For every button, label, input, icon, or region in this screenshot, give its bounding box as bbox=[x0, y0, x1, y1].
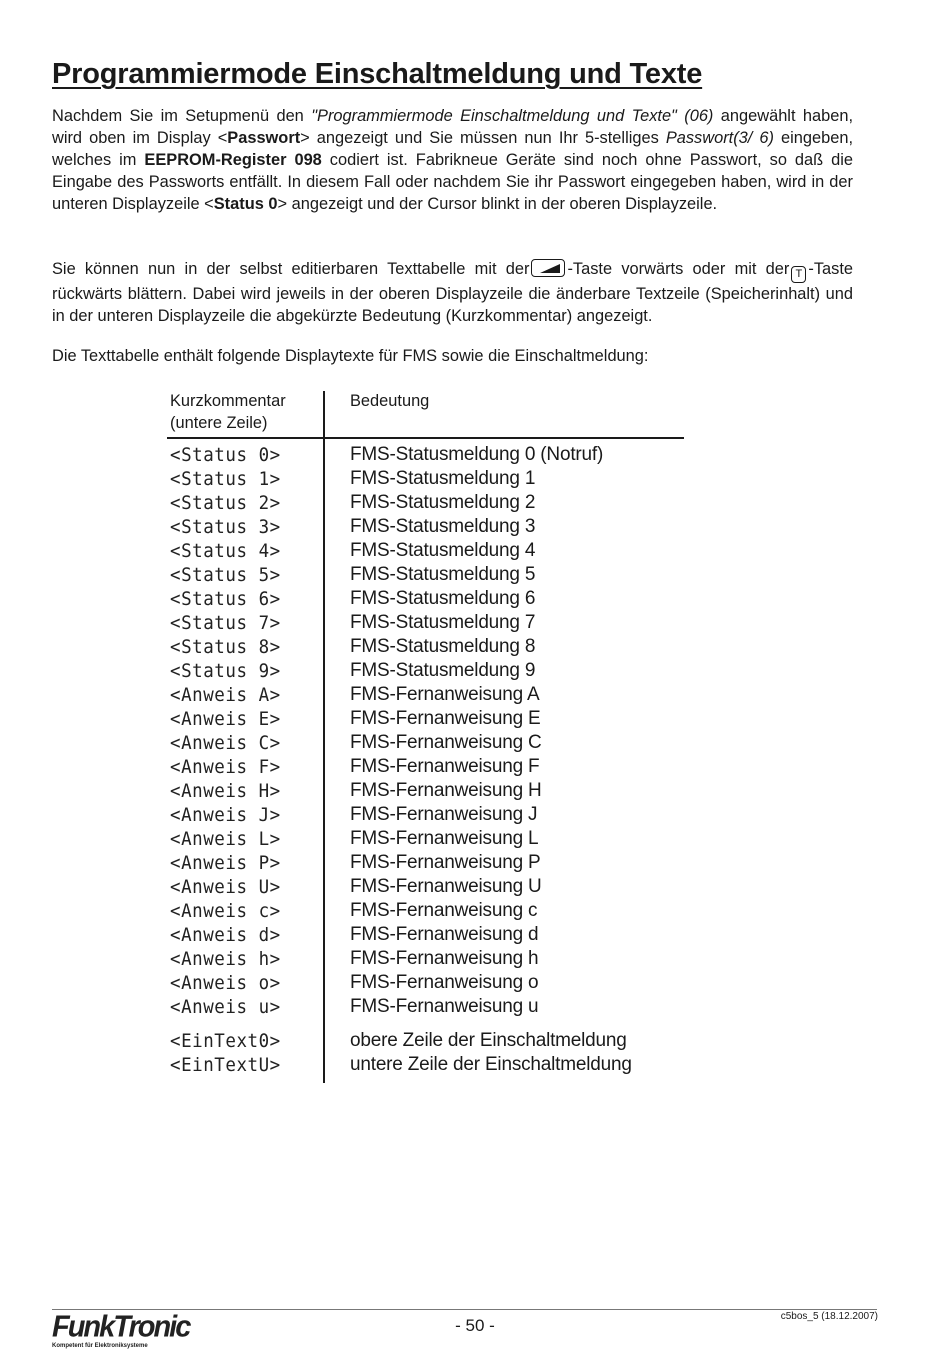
forward-key-icon bbox=[531, 259, 565, 277]
table-header-short-comment: Kurzkommentar (untere Zeile) bbox=[170, 392, 286, 432]
table-row bbox=[170, 467, 632, 491]
table-row bbox=[170, 563, 632, 587]
document-reference: c5bos_5 (18.12.2007) bbox=[780, 1311, 878, 1322]
meaning-text: untere Zeile der Einschaltmeldung bbox=[350, 1054, 632, 1075]
page-title: Programmiermode Einschaltmeldung und Texte bbox=[52, 58, 703, 90]
table-row bbox=[170, 875, 632, 899]
table-row bbox=[170, 539, 632, 563]
meaning-text: FMS-Statusmeldung 1 bbox=[350, 468, 536, 489]
table-row bbox=[170, 611, 632, 635]
meaning-text: FMS-Statusmeldung 6 bbox=[350, 588, 536, 609]
display-code: <Anweis c> bbox=[170, 900, 281, 922]
table-row bbox=[170, 683, 632, 707]
meaning-text: FMS-Statusmeldung 9 bbox=[350, 660, 536, 681]
display-code: <Anweis h> bbox=[170, 948, 281, 970]
meaning-text: FMS-Fernanweisung C bbox=[350, 732, 542, 753]
t-key-icon: T bbox=[791, 266, 806, 283]
display-code: <Anweis u> bbox=[170, 996, 281, 1018]
meaning-text: obere Zeile der Einschaltmeldung bbox=[350, 1030, 627, 1051]
meaning-text: FMS-Statusmeldung 4 bbox=[350, 540, 536, 561]
display-code: <Anweis E> bbox=[170, 708, 281, 730]
meaning-text: FMS-Statusmeldung 3 bbox=[350, 516, 536, 537]
table-row bbox=[170, 491, 632, 515]
table-row bbox=[170, 923, 632, 947]
display-code: <Status 3> bbox=[170, 516, 281, 538]
display-code: <Anweis C> bbox=[170, 732, 281, 754]
meaning-text: FMS-Fernanweisung H bbox=[350, 780, 542, 801]
table-row bbox=[170, 755, 632, 779]
table-row bbox=[170, 827, 632, 851]
table-row bbox=[170, 899, 632, 923]
table-row bbox=[170, 515, 632, 539]
page-number: - 50 - bbox=[455, 1316, 495, 1335]
display-code: <Anweis H> bbox=[170, 780, 281, 802]
display-code: <Anweis o> bbox=[170, 972, 281, 994]
display-code: <Status 7> bbox=[170, 612, 281, 634]
meaning-text: FMS-Fernanweisung J bbox=[350, 804, 538, 825]
display-code: <Anweis F> bbox=[170, 756, 281, 778]
display-code: <Anweis P> bbox=[170, 852, 281, 874]
table-row bbox=[170, 1029, 632, 1053]
meaning-text: FMS-Fernanweisung A bbox=[350, 684, 540, 705]
meaning-text: FMS-Statusmeldung 2 bbox=[350, 492, 536, 513]
meaning-text: FMS-Statusmeldung 8 bbox=[350, 636, 536, 657]
table-row bbox=[170, 707, 632, 731]
meaning-text: FMS-Fernanweisung c bbox=[350, 900, 538, 921]
display-code: <Status 1> bbox=[170, 468, 281, 490]
table-row bbox=[170, 731, 632, 755]
meaning-text: FMS-Fernanweisung h bbox=[350, 948, 539, 969]
display-code: <EinText0> bbox=[170, 1030, 281, 1052]
display-code: <Status 4> bbox=[170, 540, 281, 562]
table-header-meaning: Bedeutung bbox=[350, 392, 430, 410]
table-row bbox=[170, 947, 632, 971]
display-code: <Anweis A> bbox=[170, 684, 281, 706]
table-row bbox=[170, 995, 632, 1019]
intro-paragraph: Nachdem Sie im Setupmenü den "Programmiermode Einschaltmeldung und Texte" (06) angewählt haben, wird oben im Display <Passwort> angezeigt und Sie müssen nun Ihr 5-stelliges Passwort(3/ 6) eingeben, welches im EEPROM-Register 098 codiert ist. Fabrikneue Geräte sind noch ohne Passwort, so daß die Eingabe des Passworts entfällt. In diesem Fall oder nachdem Sie ihr Passwort eingegeben haben, wird in der unteren Displayzeile <Status 0> angezeigt und der Cursor blinkt in der oberen Displayzeile. bbox=[52, 107, 854, 213]
meaning-text: FMS-Fernanweisung U bbox=[350, 876, 542, 897]
display-code: <EinTextU> bbox=[170, 1054, 281, 1076]
table-row bbox=[170, 1053, 632, 1077]
meaning-text: FMS-Statusmeldung 0 (Notruf) bbox=[350, 444, 604, 465]
meaning-text: FMS-Fernanweisung P bbox=[350, 852, 541, 873]
meaning-text: FMS-Fernanweisung E bbox=[350, 708, 541, 729]
display-code: <Anweis U> bbox=[170, 876, 281, 898]
display-code: <Status 9> bbox=[170, 660, 281, 682]
navigation-paragraph: Sie können nun in der selbst editierbaren Texttabelle mit der -Taste vorwärts oder mit der T -Taste rückwärts blättern. Dabei wird jeweils in der oberen Displayzeile die änderbare Textzeile (Speicherinhalt) und in der unteren Displayzeile die abgekürzte Bedeutung (Kurzkommentar) angezeigt. bbox=[52, 260, 853, 325]
meaning-text: FMS-Fernanweisung d bbox=[350, 924, 539, 945]
text-table-body bbox=[170, 443, 632, 1077]
display-code: <Status 6> bbox=[170, 588, 281, 610]
table-row bbox=[170, 443, 632, 467]
display-code: <Anweis d> bbox=[170, 924, 281, 946]
table-intro-paragraph: Die Texttabelle enthält folgende Displaytexte für FMS sowie die Einschaltmeldung: bbox=[52, 347, 649, 365]
meaning-text: FMS-Fernanweisung L bbox=[350, 828, 539, 849]
display-code: <Status 8> bbox=[170, 636, 281, 658]
meaning-text: FMS-Fernanweisung u bbox=[350, 996, 539, 1017]
table-row bbox=[170, 971, 632, 995]
display-code: <Status 0> bbox=[170, 444, 281, 466]
meaning-text: FMS-Fernanweisung o bbox=[350, 972, 539, 993]
meaning-text: FMS-Statusmeldung 5 bbox=[350, 564, 536, 585]
table-row bbox=[170, 587, 632, 611]
table-row bbox=[170, 635, 632, 659]
table-row bbox=[170, 779, 632, 803]
display-code: <Status 5> bbox=[170, 564, 281, 586]
table-row bbox=[170, 803, 632, 827]
table-row bbox=[170, 851, 632, 875]
meaning-text: FMS-Fernanweisung F bbox=[350, 756, 540, 777]
display-code: <Status 2> bbox=[170, 492, 281, 514]
funktronic-logo: FunkTronic Kompetent für Elektroniksysteme bbox=[52, 1310, 190, 1349]
table-row bbox=[170, 659, 632, 683]
display-code: <Anweis J> bbox=[170, 804, 281, 826]
meaning-text: FMS-Statusmeldung 7 bbox=[350, 612, 536, 633]
display-code: <Anweis L> bbox=[170, 828, 281, 850]
table-header-divider bbox=[167, 437, 684, 439]
